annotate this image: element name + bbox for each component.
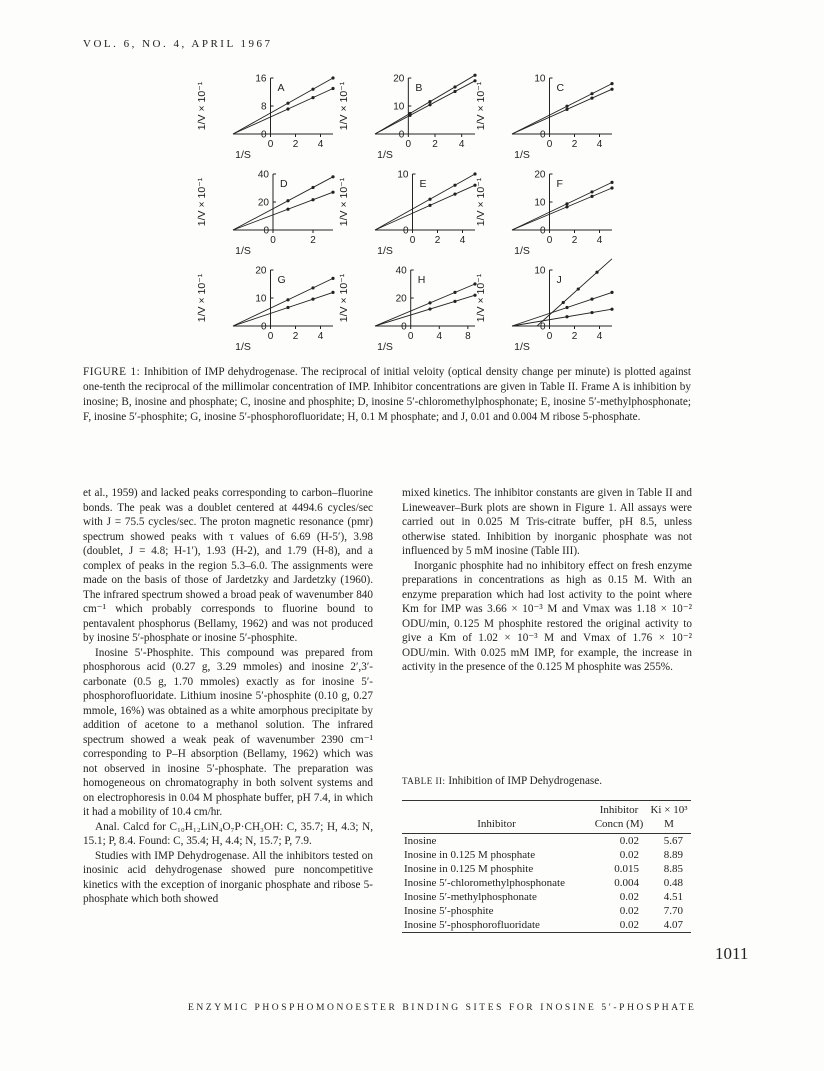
x-axis-title: 1/S (514, 245, 530, 257)
data-point (331, 76, 334, 79)
data-point (428, 307, 431, 310)
x-tick-label: 4 (436, 331, 443, 342)
y-tick-label: 40 (257, 169, 269, 181)
y-tick-label: 10 (534, 73, 546, 85)
data-point (286, 306, 289, 309)
series-line (512, 309, 612, 326)
x-axis-title: 1/S (235, 245, 251, 257)
panel-label: B (415, 82, 423, 94)
x-tick-label: 2 (292, 331, 299, 342)
y-tick-label: 0 (401, 321, 407, 333)
y-tick-label: 20 (255, 265, 267, 277)
data-point (577, 287, 580, 290)
table-header-concn: Inhibitor Concn (M) (591, 801, 647, 834)
y-tick-label: 20 (257, 197, 269, 209)
panel-label: C (556, 82, 565, 94)
x-tick-label: 4 (596, 139, 603, 150)
panel-label: J (556, 274, 562, 286)
y-tick-label: 0 (260, 321, 267, 333)
data-point (453, 291, 456, 294)
table-title-text: Inhibition of IMP Dehydrogenase. (448, 775, 603, 787)
y-tick-label: 8 (260, 101, 267, 113)
y-tick-label: 0 (263, 225, 269, 237)
x-axis-title: 1/S (377, 341, 393, 353)
figure-1 (195, 72, 615, 362)
data-point (311, 186, 314, 189)
data-point (453, 184, 456, 187)
data-point (428, 198, 431, 201)
data-point (286, 107, 289, 110)
figure-caption-text: Inhibition of IMP dehydrogenase. The reciprocal of initial veloity (optical density change per minute) is plotted against one-tenth the reciprocal of the millimolar concentration of IMP. Inhibitor concentrations are given in Table II. Frame A is inhibition by inosine; B, inosine and phosphate; C, inosine and phosphite; D, inosine 5′-chloromethylphosphonate; E, inosine 5′-methylphosphonate; F, inosine 5′-phosphite; G, inosine 5′-phosphorofluoridate; H, 0.1 M phosphate; and J, 0.01 and 0.004 M ribose 5-phosphate. (83, 366, 691, 423)
x-tick-label: 0 (546, 331, 553, 342)
x-tick-label: 2 (571, 139, 578, 150)
data-point (331, 87, 334, 90)
figure-caption (83, 365, 691, 425)
series-line (375, 75, 475, 134)
table-cell-inhibitor: Inosine 5′-phosphorofluoridate (402, 918, 591, 933)
x-axis-title: 1/S (514, 341, 530, 353)
x-tick-label: 2 (571, 235, 578, 246)
lineweaver-burk-plots (195, 72, 615, 362)
running-head: VOL. 6, NO. 4, APRIL 1967 (83, 38, 273, 50)
y-tick-label: 20 (395, 293, 407, 305)
body-paragraph: Anal. Calcd for C₁₀H₁₂LiN₄O₇P·CH₃OH: C, 35.7; H, 4.3; N, 15.1; P, 8.4. Found: C, 35.4; H, 4.4; N, 15.7; P, 7.9. (83, 820, 373, 847)
data-point (453, 85, 456, 88)
table-title (402, 775, 602, 787)
series-line (512, 188, 612, 230)
series-line (375, 185, 475, 230)
y-axis-title: 1/V × 10⁻¹ (338, 81, 350, 131)
panel-label: A (277, 82, 285, 94)
y-tick-label: 40 (395, 265, 407, 277)
table-cell-concn: 0.02 (619, 905, 639, 917)
table-header-ki: Ki × 10³ M (647, 801, 691, 834)
y-tick-label: 16 (255, 73, 267, 85)
body-paragraph: et al., 1959) and lacked peaks corresponding to carbon–fluorine bonds. The peak was a doublet centered at 4494.6 cycles/sec with J = 75.5 cycles/sec. The proton magnetic resonance (pmr) spectrum showed peaks with τ values of 6.69 (H-5′), 3.98 (doublet, J = 4.8; H-1′), 1.93 (H-2), and 1.79 (H-8), and a complex of peaks in the region 5.3–6.0. The assignments were made on the basis of those of Jardetzky and Jardetzky (1960). The infrared spectrum showed a broad peak of wavenumber 840 cm⁻¹ which probably corresponds to fluorine bound to pentavalent phosphorus (Bellamy, 1962) and was not produced by inosine 5′-phosphate or inosine 5′-phosphite. (83, 487, 373, 644)
body-paragraph: mixed kinetics. The inhibitor constants are given in Table II and Lineweaver–Burk plots are shown in Figure 1. All assays were carried out in 0.025 M Tris-citrate buffer, pH 8.5, unless otherwise stated. Inhibition by inorganic phosphate was not influenced by 5 mM inosine (Table III). (402, 487, 692, 557)
table-cell-concn: 0.02 (619, 891, 639, 903)
x-tick-label: 4 (596, 331, 603, 342)
x-tick-label: 0 (267, 139, 274, 150)
data-point (590, 190, 593, 193)
data-point (286, 298, 289, 301)
data-point (610, 291, 613, 294)
data-point (590, 195, 593, 198)
y-tick-label: 10 (393, 101, 405, 113)
y-axis-title: 1/V × 10⁻¹ (196, 273, 208, 323)
data-point (565, 205, 568, 208)
table-cell-ki: 4.07 (647, 918, 691, 933)
series-line (512, 89, 612, 134)
series-line (233, 192, 333, 230)
y-axis-title: 1/V × 10⁻¹ (475, 81, 487, 131)
data-point (311, 286, 314, 289)
inhibition-table (402, 800, 691, 933)
data-point (331, 291, 334, 294)
data-point (331, 191, 334, 194)
data-point (453, 300, 456, 303)
y-tick-label: 20 (393, 73, 405, 85)
x-tick-label: 2 (571, 331, 578, 342)
body-column-left (83, 486, 373, 907)
y-axis-title: 1/V × 10⁻¹ (196, 81, 208, 131)
y-tick-label: 0 (539, 225, 546, 237)
y-tick-label: 0 (398, 129, 405, 141)
data-point (286, 102, 289, 105)
data-point (311, 88, 314, 91)
page-number: 1011 (715, 944, 749, 963)
data-point (453, 90, 456, 93)
series-line (512, 292, 612, 326)
panel-label: F (556, 178, 563, 190)
table-cell-ki: 0.48 (663, 877, 683, 889)
table-row (402, 834, 691, 849)
table-header-inhibitor: Inhibitor (402, 801, 591, 834)
data-point (595, 271, 598, 274)
table-cell-inhibitor: Inosine (404, 835, 437, 847)
x-tick-label: 0 (407, 331, 414, 342)
x-axis-title: 1/S (235, 149, 251, 161)
x-tick-label: 4 (459, 235, 466, 246)
data-point (590, 92, 593, 95)
y-tick-label: 10 (534, 265, 546, 277)
body-paragraph: Inorganic phosphite had no inhibitory effect on fresh enzyme preparations in concentrations as high as 0.15 M. With an enzyme preparation which had lost activity to the point where Km for IMP was 3.66 × 10⁻³ M and Vmax was 1.18 × 10⁻² ODU/min, 0.125 M phosphite restored the original activity to give a Km of 1.02 × 10⁻³ M and Vmax of 1.76 × 10⁻² ODU/min. With 0.025 mM IMP, for example, the increase in activity in the presence of the 0.125 M phosphite was 255%. (402, 559, 692, 673)
x-tick-label: 2 (310, 235, 316, 246)
data-point (408, 114, 411, 117)
data-point (473, 172, 476, 175)
table-row (402, 862, 691, 876)
data-point (286, 208, 289, 211)
running-foot: ENZYMIC PHOSPHOMONOESTER BINDING SITES FOR INOSINE 5′-PHOSPHATE (188, 1003, 697, 1013)
table-cell-concn: 0.015 (614, 863, 639, 875)
table-cell-ki: 7.70 (663, 905, 683, 917)
table-cell-ki: 5.67 (663, 835, 683, 847)
x-tick-label: 4 (317, 139, 324, 150)
table-cell-concn: 0.02 (591, 918, 647, 933)
series-line (375, 284, 475, 326)
x-tick-label: 0 (409, 235, 416, 246)
y-axis-title: 1/V × 10⁻¹ (475, 177, 487, 227)
data-point (590, 311, 593, 314)
table-row (402, 890, 691, 904)
table-cell-inhibitor: Inosine 5′-methylphosphonate (404, 891, 537, 903)
x-tick-label: 8 (465, 331, 471, 342)
data-point (428, 204, 431, 207)
body-paragraph: Inosine 5′-Phosphite. This compound was prepared from phosphorous acid (0.27 g, 3.29 mmoles) and inosine 2′,3′-carbonate (0.5 g, 1.70 mmoles) exactly as for inosine 5′-phosphorofluoridate. Lithium inosine 5′-phosphite (0.10 g, 0.27 mmole, 16%) was obtained as a white amorphous precipitate by addition of acetone to a methanol solution. The infrared spectrum showed a weak peak of wavenumber 2390 cm⁻¹ corresponding to P–H absorption (Bellamy, 1962) which was not observed in inosine 5′-phosphate. The preparation was homogeneous on chromatography in both solvent systems and on electrophoresis in 0.04 M phosphate buffer, pH 7.4, in which it had a mobility of 10.4 cm/hr. (83, 646, 373, 818)
data-point (565, 202, 568, 205)
x-tick-label: 0 (270, 235, 276, 246)
series-line (233, 292, 333, 326)
table-cell-ki: 8.85 (663, 863, 683, 875)
x-tick-label: 0 (546, 235, 553, 246)
series-line (375, 295, 475, 326)
data-point (428, 100, 431, 103)
x-axis-title: 1/S (377, 245, 393, 257)
data-point (473, 74, 476, 77)
table-cell-concn: 0.02 (619, 835, 639, 847)
x-tick-label: 2 (434, 235, 441, 246)
x-axis-title: 1/S (514, 149, 530, 161)
data-point (453, 193, 456, 196)
y-tick-label: 20 (534, 169, 546, 181)
data-point (610, 186, 613, 189)
data-point (331, 175, 334, 178)
y-tick-label: 10 (534, 197, 546, 209)
panel-label: E (419, 178, 427, 190)
x-tick-label: 4 (458, 139, 465, 150)
table-cell-ki: 8.89 (663, 849, 683, 861)
x-tick-label: 4 (596, 235, 603, 246)
table-title-label: TABLE II: (402, 776, 446, 786)
y-tick-label: 0 (402, 225, 409, 237)
y-tick-label: 0 (539, 129, 546, 141)
y-axis-title: 1/V × 10⁻¹ (338, 273, 350, 323)
x-axis-title: 1/S (377, 149, 393, 161)
body-column-right (402, 486, 692, 675)
y-tick-label: 10 (255, 293, 267, 305)
panel-label: H (417, 274, 426, 286)
data-point (428, 301, 431, 304)
x-tick-label: 2 (432, 139, 438, 150)
data-point (610, 181, 613, 184)
table-cell-inhibitor: Inosine 5′-chloromethylphosphonate (404, 877, 565, 889)
data-point (610, 308, 613, 311)
table-cell-concn: 0.004 (614, 877, 639, 889)
table-cell-inhibitor: Inosine 5′-phosphite (404, 905, 494, 917)
figure-caption-label: FIGURE 1: (83, 366, 141, 378)
y-tick-label: 0 (260, 129, 267, 141)
table-row (402, 848, 691, 862)
series-line (375, 81, 475, 134)
data-point (565, 105, 568, 108)
y-tick-label: 0 (539, 321, 546, 333)
data-point (610, 82, 613, 85)
x-axis-title: 1/S (235, 341, 251, 353)
table-cell-inhibitor: Inosine in 0.125 M phosphite (404, 863, 534, 875)
x-tick-label: 0 (546, 139, 553, 150)
table-cell-inhibitor: Inosine in 0.125 M phosphate (404, 849, 536, 861)
y-axis-title: 1/V × 10⁻¹ (475, 273, 487, 323)
y-axis-title: 1/V × 10⁻¹ (338, 177, 350, 227)
panel-label: G (277, 274, 286, 286)
data-point (311, 96, 314, 99)
data-point (311, 198, 314, 201)
data-point (565, 108, 568, 111)
data-point (610, 88, 613, 91)
data-point (562, 301, 565, 304)
y-tick-label: 10 (397, 169, 409, 181)
table-row (402, 876, 691, 890)
table-cell-ki: 4.51 (663, 891, 683, 903)
table-cell-concn: 0.02 (619, 849, 639, 861)
panel-label: D (280, 178, 288, 190)
table-row (402, 918, 691, 933)
table-row (402, 904, 691, 918)
data-point (565, 306, 568, 309)
x-tick-label: 2 (292, 139, 299, 150)
data-point (565, 315, 568, 318)
body-paragraph: Studies with IMP Dehydrogenase. All the inhibitors tested on inosinic acid dehydrogenase showed pure noncompetitive kinetics with the exception of inorganic phosphate and ribose 5-phosphate which both showed (83, 849, 373, 905)
data-point (428, 103, 431, 106)
x-tick-label: 4 (317, 331, 324, 342)
data-point (331, 277, 334, 280)
data-point (590, 97, 593, 100)
series-line (233, 89, 333, 135)
data-point (286, 199, 289, 202)
y-axis-title: 1/V × 10⁻¹ (196, 177, 208, 227)
x-tick-label: 0 (405, 139, 412, 150)
data-point (311, 298, 314, 301)
x-tick-label: 0 (267, 331, 274, 342)
data-point (590, 298, 593, 301)
